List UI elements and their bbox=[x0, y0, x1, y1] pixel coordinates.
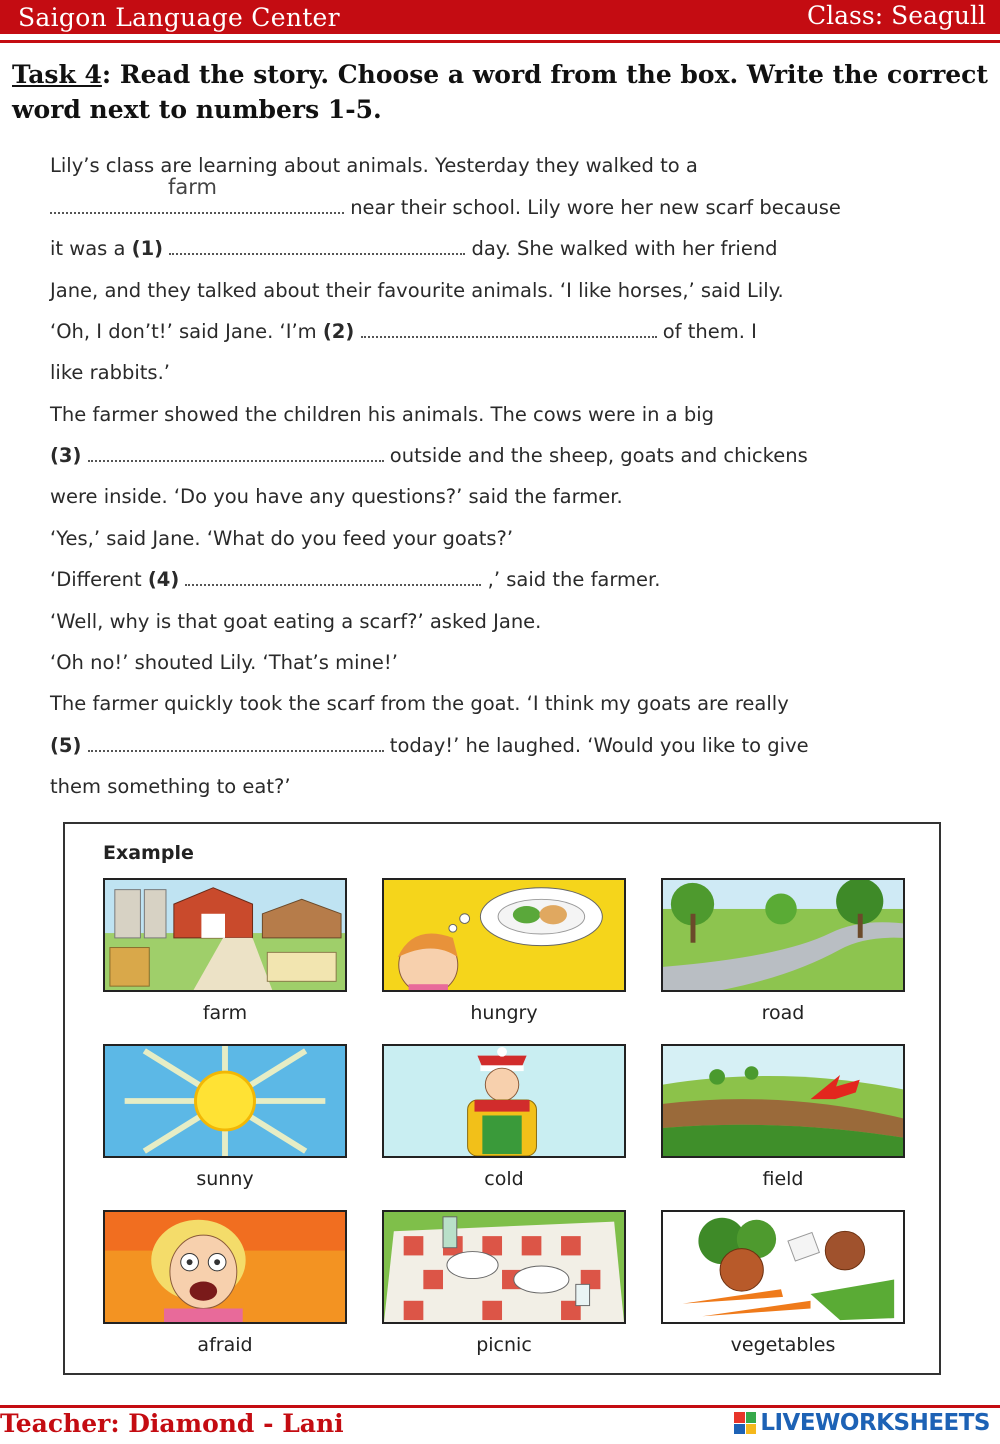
story-line bbox=[50, 441, 808, 471]
word-caption: cold bbox=[484, 1168, 524, 1190]
story-line: Lily’s class are learning about animals. Yesterday they walked to a bbox=[50, 154, 698, 177]
word-caption: picnic bbox=[476, 1334, 532, 1356]
answer-blank-5[interactable] bbox=[88, 732, 384, 752]
word-caption: farm bbox=[202, 1002, 248, 1024]
story-line: Jane, and they talked about their favourite animals. ‘I like horses,’ said Lily. bbox=[50, 279, 784, 302]
vegetables-picture bbox=[661, 1210, 905, 1324]
story-line bbox=[50, 731, 809, 761]
word-caption: afraid bbox=[197, 1334, 253, 1356]
story-text-segment: ‘Different bbox=[50, 568, 148, 591]
word-caption: sunny bbox=[196, 1168, 254, 1190]
story-text-segment: outside and the sheep, goats and chickens bbox=[383, 444, 808, 467]
road-picture bbox=[661, 878, 905, 992]
sunny-picture bbox=[103, 1044, 347, 1158]
farm-picture bbox=[103, 878, 347, 992]
header-bar bbox=[0, 0, 1000, 34]
task-number: Task 4 bbox=[12, 60, 102, 89]
story-line: them something to eat?’ bbox=[50, 775, 291, 798]
header-divider bbox=[0, 40, 1000, 43]
gap-marker-1: (1) bbox=[131, 237, 164, 260]
example-blank bbox=[50, 175, 344, 214]
task-instruction bbox=[12, 57, 992, 127]
word-caption: hungry bbox=[470, 1002, 538, 1024]
example-answer: farm bbox=[168, 175, 217, 199]
example-label: Example bbox=[103, 842, 194, 864]
liveworksheets-logo-icon bbox=[734, 1412, 756, 1434]
brand-text: LIVEWORKSHEETS bbox=[760, 1410, 990, 1436]
gap-marker-2: (2) bbox=[322, 320, 355, 343]
answer-blank-3[interactable] bbox=[88, 442, 384, 462]
word-caption: road bbox=[761, 1002, 805, 1024]
liveworksheets-brand[interactable] bbox=[734, 1406, 990, 1440]
gap-marker-3: (3) bbox=[50, 444, 82, 467]
story-line: were inside. ‘Do you have any questions?’ said the farmer. bbox=[50, 485, 623, 508]
task-text: : Read the story. Choose a word from the box. Write the correct word next to numbers 1-5. bbox=[12, 60, 988, 124]
story-text-segment: of them. I bbox=[656, 320, 757, 343]
answer-blank-2[interactable] bbox=[361, 318, 657, 338]
story-text-segment: near their school. Lily wore her new scarf because bbox=[344, 196, 841, 219]
answer-blank-1[interactable] bbox=[169, 235, 465, 255]
gap-marker-4: (4) bbox=[147, 568, 180, 591]
field-picture bbox=[661, 1044, 905, 1158]
story-line: ‘Yes,’ said Jane. ‘What do you feed your goats?’ bbox=[50, 527, 514, 550]
story-line bbox=[50, 234, 778, 264]
school-name: Saigon Language Center bbox=[18, 3, 340, 32]
story-line: The farmer showed the children his animals. The cows were in a big bbox=[50, 403, 714, 426]
story-text-segment: today!’ he laughed. ‘Would you like to give bbox=[383, 734, 809, 757]
gap-marker-5: (5) bbox=[50, 734, 82, 757]
story-line bbox=[50, 565, 660, 595]
word-caption: field bbox=[762, 1168, 804, 1190]
story-text-segment: ‘Oh, I don’t!’ said Jane. ‘I’m bbox=[50, 320, 323, 343]
story-line: like rabbits.’ bbox=[50, 361, 170, 384]
hungry-picture bbox=[382, 878, 626, 992]
answer-blank-4[interactable] bbox=[185, 566, 481, 586]
word-caption: vegetables bbox=[730, 1334, 836, 1356]
story-line: ‘Well, why is that goat eating a scarf?’ asked Jane. bbox=[50, 610, 542, 633]
afraid-picture bbox=[103, 1210, 347, 1324]
word-picture-box bbox=[63, 822, 941, 1375]
story-line bbox=[50, 175, 841, 223]
picnic-picture bbox=[382, 1210, 626, 1324]
story-line: The farmer quickly took the scarf from the goat. ‘I think my goats are really bbox=[50, 692, 789, 715]
story-text-segment: it was a bbox=[50, 237, 132, 260]
story-text-segment: ,’ said the farmer. bbox=[481, 568, 661, 591]
cold-picture bbox=[382, 1044, 626, 1158]
class-label: Class: Seagull bbox=[807, 1, 986, 30]
teacher-name: Teacher: Diamond - Lani bbox=[0, 1409, 344, 1438]
story-line bbox=[50, 317, 757, 347]
story-text-segment: day. She walked with her friend bbox=[465, 237, 778, 260]
story-line: ‘Oh no!’ shouted Lily. ‘That’s mine!’ bbox=[50, 651, 398, 674]
